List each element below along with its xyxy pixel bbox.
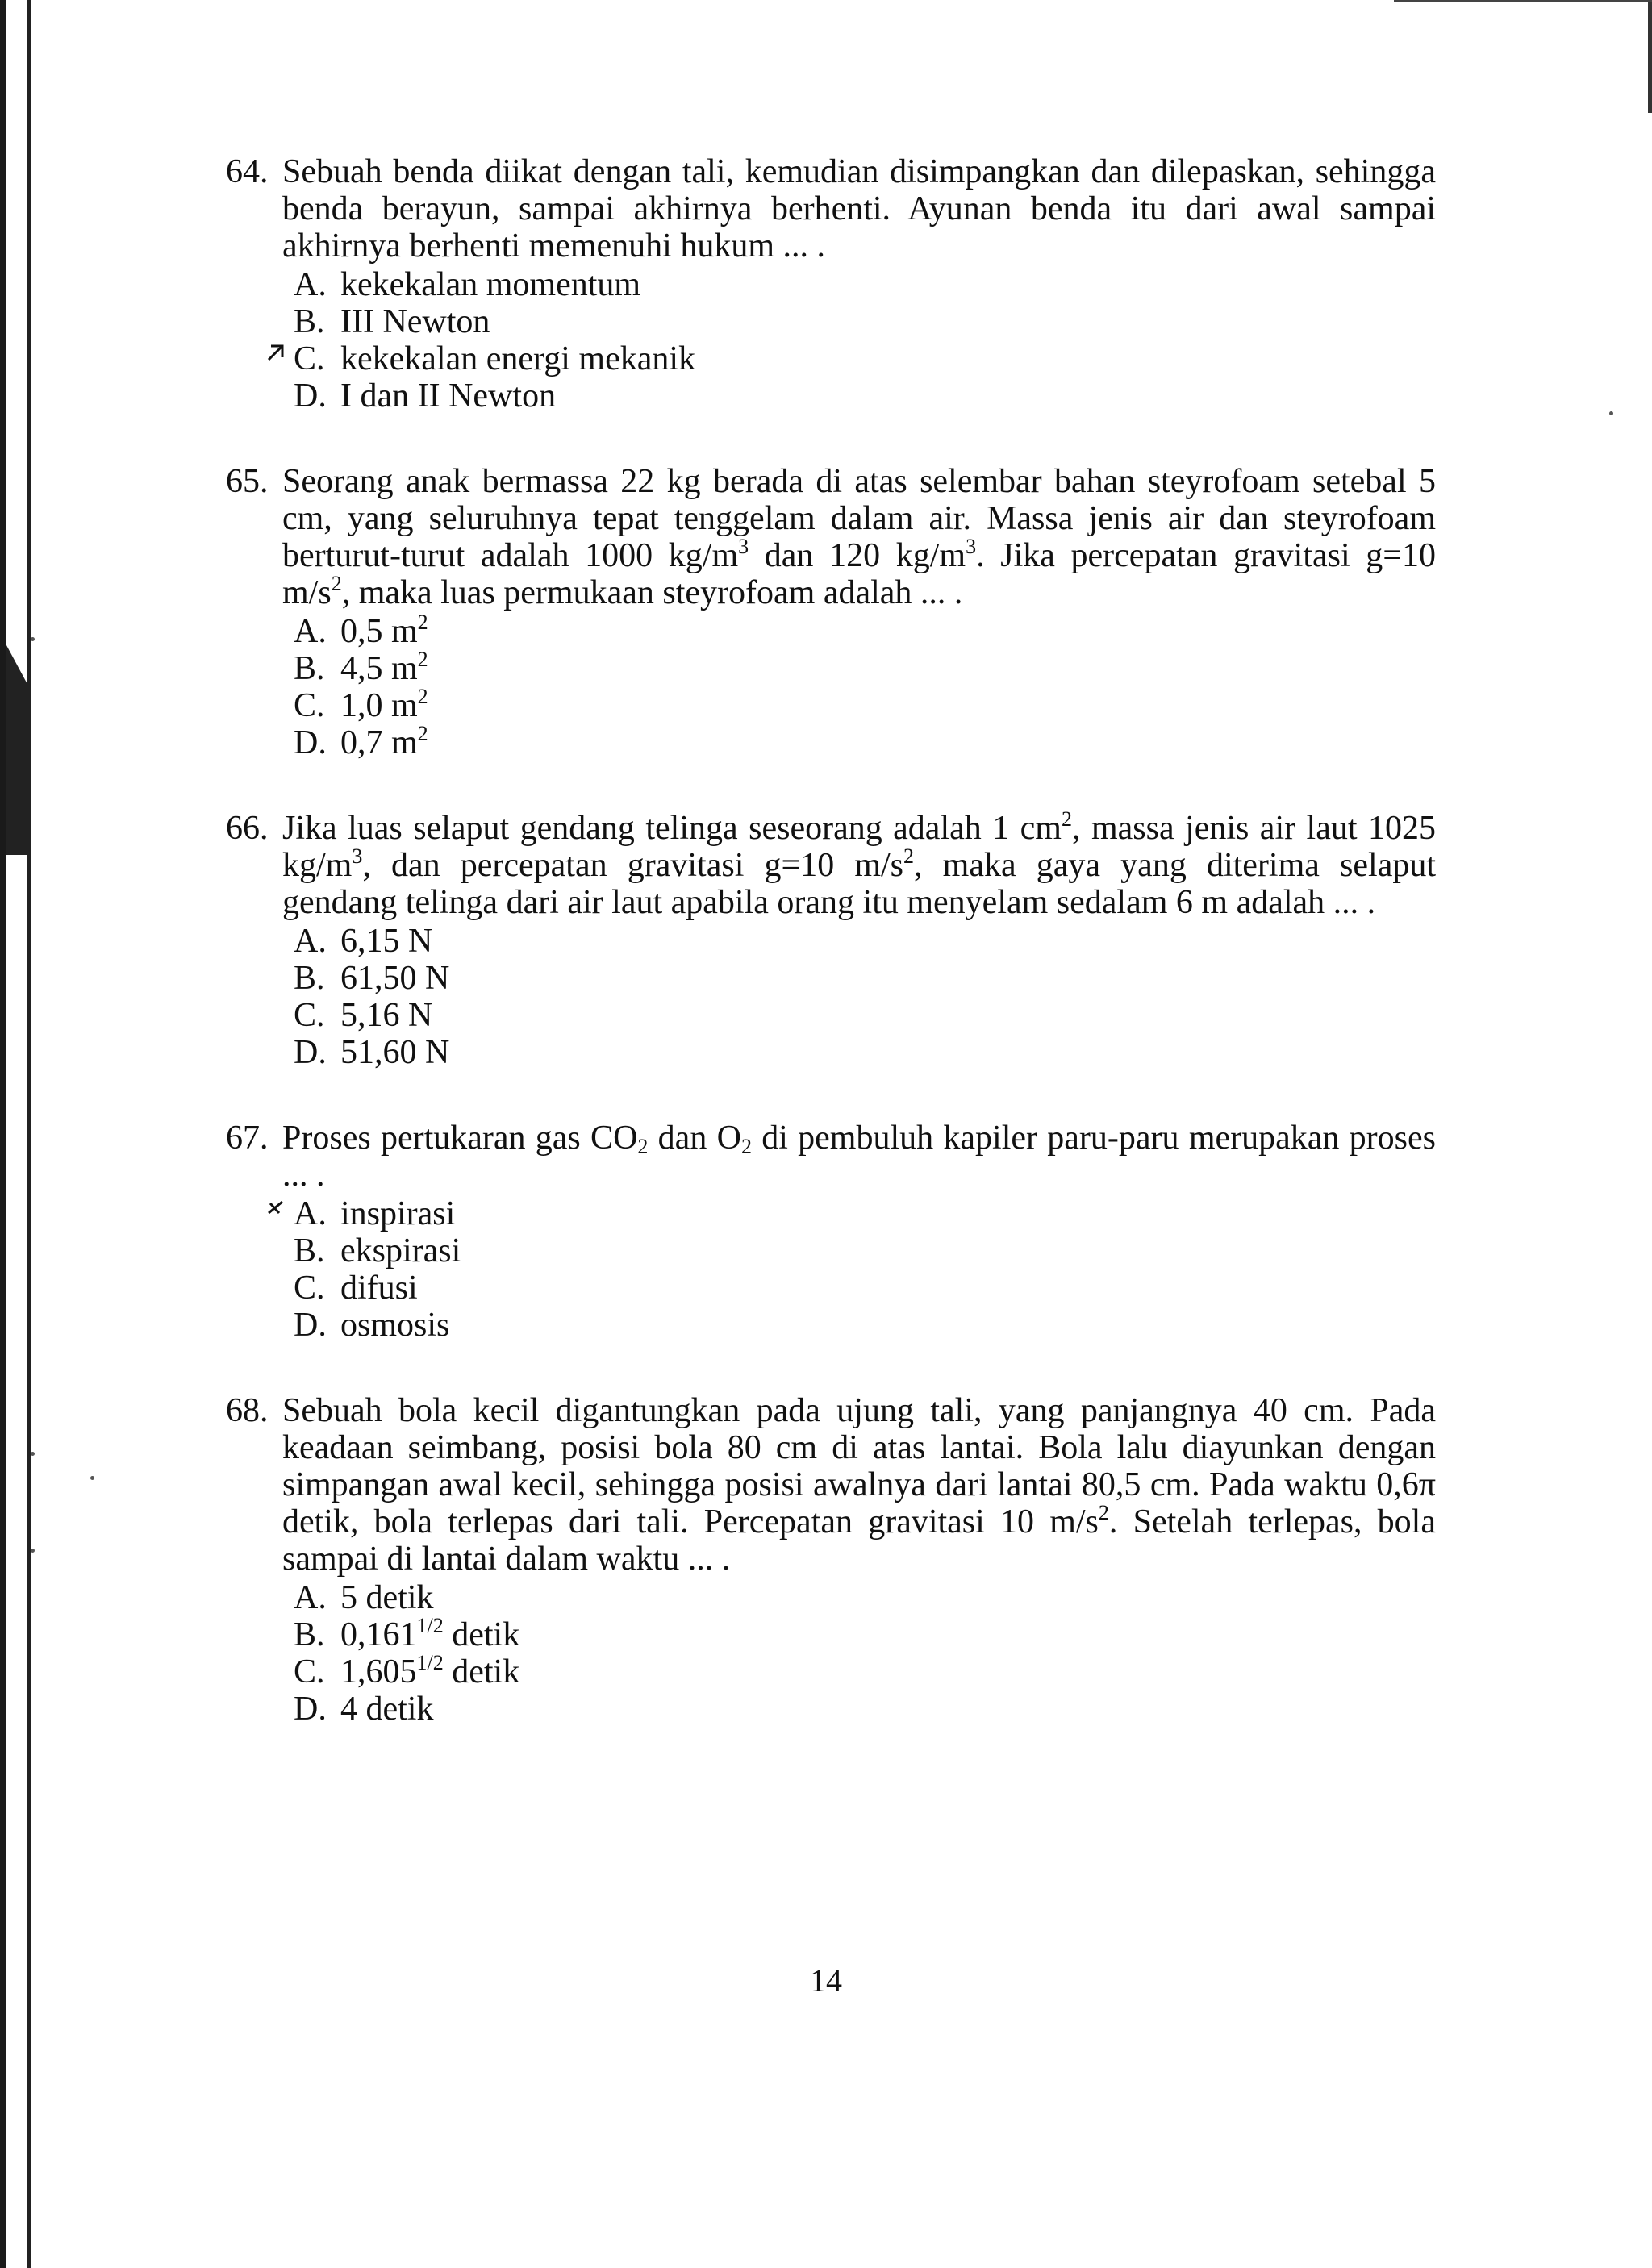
option-a[interactable] <box>294 266 1436 303</box>
option-d[interactable]: D. 0,7 $m^2$ <box>294 722 428 761</box>
option-a[interactable] <box>294 1195 1436 1232</box>
option-text: 0,5 m <box>340 613 418 650</box>
option-text: 1,605 <box>340 1653 417 1691</box>
option-text: inspirasi <box>340 1195 456 1232</box>
option-b[interactable] <box>294 960 1436 997</box>
option-list <box>294 923 1436 1071</box>
option-letter: A. <box>294 1579 327 1616</box>
option-text: ekspirasi <box>340 1232 461 1269</box>
scan-blob <box>6 645 29 855</box>
speck <box>90 1476 94 1480</box>
question-text: Sebuah benda diikat dengan tali, kemudian disimpangkan dan dilepaskan, sehingga benda berayun, sampai akhirnya berhenti. Ayunan benda itu dari awal sampai akhirnya berhenti memenuhi hukum ... . <box>282 153 1436 265</box>
option-letter: C. <box>294 1269 325 1307</box>
option-b[interactable] <box>294 303 1436 340</box>
option-b[interactable] <box>294 1232 1436 1269</box>
question-text: Seorang anak bermassa 22 kg berada di atas selembar bahan steyrofoam setebal 5 cm, yang seluruhnya tepat tenggelam dalam air. Massa jenis air dan steyrofoam berturut-turut adalah 1000 $kg/m^3$ dan 120 $kg/m^3$. Jika percepatan gravitasi g=10 $m/s^2$, maka luas permukaan steyrofoam adalah ... . <box>282 463 1436 611</box>
question-number: 68. <box>226 1392 269 1429</box>
option-letter: A. <box>294 923 327 960</box>
option-text: kekekalan energi mekanik <box>340 340 696 377</box>
exam-content <box>226 153 1436 1776</box>
page-number: 14 <box>810 1962 842 1999</box>
scan-edge-left-inner <box>27 0 31 2268</box>
question-number: 64. <box>226 153 269 190</box>
speck <box>31 637 35 641</box>
question-number: 66. <box>226 810 269 847</box>
option-letter: C. <box>294 997 325 1034</box>
option-text: 6,15 N <box>340 923 433 960</box>
option-letter: B. <box>294 303 325 340</box>
option-letter: D. <box>294 377 327 415</box>
option-letter: A. <box>294 266 327 303</box>
speck <box>1609 411 1613 415</box>
answer-mark-icon <box>266 337 287 374</box>
question-number: 65. <box>226 463 269 500</box>
option-letter: D. <box>294 1307 327 1344</box>
option-c[interactable] <box>294 340 1436 377</box>
question-number: 67. <box>226 1119 269 1157</box>
question-67 <box>226 1119 1436 1344</box>
option-c[interactable] <box>294 997 1436 1034</box>
option-a[interactable] <box>294 923 1436 960</box>
option-letter: D. <box>294 724 327 761</box>
option-text: I dan II Newton <box>340 377 557 415</box>
speck <box>31 1452 35 1456</box>
option-d[interactable] <box>294 377 1436 415</box>
option-d[interactable] <box>294 1034 1436 1071</box>
option-text: III Newton <box>340 303 490 340</box>
option-text: 1,0 m <box>340 687 418 724</box>
question-64 <box>226 153 1436 415</box>
option-letter: B. <box>294 650 325 687</box>
question-text: Jika luas selaput gendang telinga seseorang adalah 1 $cm^2$, massa jenis air laut 1025 $kg/m^3$, dan percepatan gravitasi g=10 $m/s^2$, maka gaya yang diterima selaput gendang telinga dari air laut apabila orang itu menyelam sedalam 6 m adalah ... . <box>282 807 1436 921</box>
option-letter: B. <box>294 960 325 997</box>
option-c[interactable]: C. $1,605^{1/2}$ detik <box>294 1651 520 1691</box>
option-letter: B. <box>294 1616 325 1653</box>
scan-top-line <box>1394 0 1652 2</box>
scan-edge-left <box>0 0 6 2268</box>
option-d[interactable] <box>294 1307 1436 1344</box>
option-a[interactable] <box>294 1579 1436 1616</box>
option-text: 5 detik <box>340 1579 434 1616</box>
option-text: 5,16 N <box>340 997 433 1034</box>
option-text: 0,161 <box>340 1616 417 1653</box>
option-letter: D. <box>294 1034 327 1071</box>
option-text: 4 detik <box>340 1691 434 1728</box>
option-list <box>294 613 1436 761</box>
option-text: 61,50 N <box>340 960 450 997</box>
speck <box>31 1549 35 1553</box>
question-66 <box>226 807 1436 1071</box>
option-letter: D. <box>294 1691 327 1728</box>
option-c[interactable] <box>294 1269 1436 1307</box>
question-text: Proses pertukaran gas $CO_2$ dan $O_2$ di pembuluh kapiler paru-paru merupakan proses ... . <box>282 1119 1436 1194</box>
question-68 <box>226 1392 1436 1728</box>
option-b[interactable]: B. 4,5 $m^2$ <box>294 648 428 687</box>
option-letter: C. <box>294 340 325 377</box>
option-text: 4,5 m <box>340 650 418 687</box>
option-d[interactable] <box>294 1691 1436 1728</box>
question-65 <box>226 463 1436 761</box>
option-text: 51,60 N <box>340 1034 450 1071</box>
scan-edge-right <box>1648 0 1652 113</box>
option-letter: A. <box>294 1195 327 1232</box>
option-a[interactable]: A. 0,5 $m^2$ <box>294 611 428 650</box>
option-letter: A. <box>294 613 327 650</box>
option-letter: B. <box>294 1232 325 1269</box>
option-text: difusi <box>340 1269 418 1307</box>
option-letter: C. <box>294 687 325 724</box>
option-text: kekekalan momentum <box>340 266 641 303</box>
option-list <box>294 266 1436 415</box>
option-letter: C. <box>294 1653 325 1691</box>
option-list <box>294 1195 1436 1344</box>
option-text: 0,7 m <box>340 724 418 761</box>
option-list <box>294 1579 1436 1728</box>
option-text: osmosis <box>340 1307 450 1344</box>
question-text: Sebuah bola kecil digantungkan pada ujung tali, yang panjangnya 40 cm. Pada keadaan seimbang, posisi bola 80 cm di atas lantai. Bola lalu diayunkan dengan simpangan awal kecil, sehingga posisi awalnya dari lantai 80,5 cm. Pada waktu 0,6π detik, bola terlepas dari tali. Percepatan gravitasi 10 $m/s^2$. Setelah terlepas, bola sampai di lantai dalam waktu ... . <box>282 1392 1436 1578</box>
answer-mark-icon <box>266 1192 287 1229</box>
option-b[interactable]: B. $0,161^{1/2}$ detik <box>294 1614 520 1653</box>
option-c[interactable]: C. 1,0 $m^2$ <box>294 685 428 724</box>
